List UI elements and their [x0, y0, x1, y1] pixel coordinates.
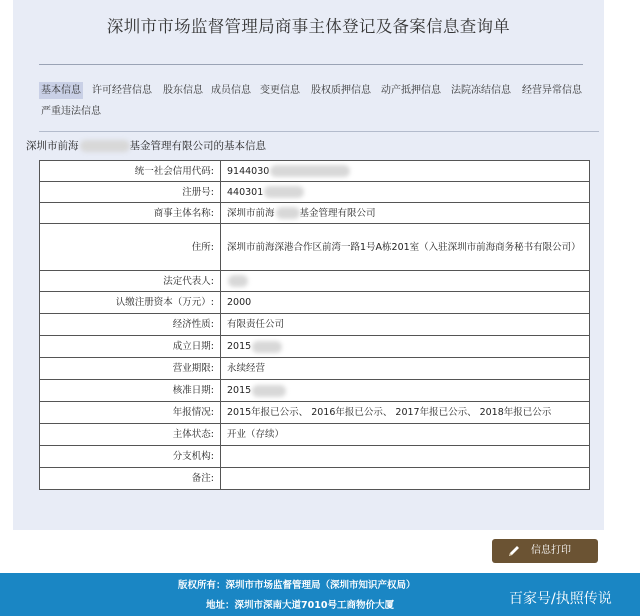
status-label: 主体状态:	[40, 424, 221, 446]
reg-no-value	[221, 182, 590, 203]
table-row	[40, 203, 590, 224]
annual-report-label: 年报情况:	[40, 402, 221, 424]
remark-value	[221, 468, 590, 490]
nature-label: 经济性质:	[40, 314, 221, 336]
redacted-blur	[80, 140, 130, 152]
branch-value	[221, 446, 590, 468]
credit-code-label: 统一社会信用代码:	[40, 161, 221, 182]
page-title: 深圳市市场监督管理局商事主体登记及备案信息查询单	[106, 17, 511, 36]
name-suffix: 基金管理有限公司	[299, 207, 376, 219]
redacted-blur	[252, 385, 286, 397]
company-heading-prefix: 深圳市前海	[26, 140, 79, 152]
table-row	[40, 358, 590, 380]
capital-value: 2000	[221, 292, 590, 314]
table-row	[40, 182, 590, 203]
established-value	[221, 336, 590, 358]
approval-value	[221, 380, 590, 402]
table-row	[40, 402, 590, 424]
redacted-blur	[228, 275, 248, 287]
term-value: 永续经营	[221, 358, 590, 380]
redacted-blur	[276, 207, 300, 219]
branch-label: 分支机构:	[40, 446, 221, 468]
tab-change-info[interactable]: 变更信息	[260, 85, 300, 96]
redacted-blur	[264, 186, 304, 198]
legal-rep-value	[221, 271, 590, 292]
title-divider	[39, 64, 583, 65]
reg-no-label: 注册号:	[40, 182, 221, 203]
table-row	[40, 292, 590, 314]
tab-serious-violation-info[interactable]: 严重违法信息	[41, 106, 101, 117]
table-row	[40, 424, 590, 446]
watermark: 百家号/执照传说	[509, 591, 612, 607]
address-value: 深圳市前海深港合作区前湾一路1号A栋201室（入驻深圳市前海商务秘书有限公司）	[221, 224, 590, 271]
tab-license-info[interactable]: 许可经营信息	[92, 85, 152, 96]
approval-label: 核准日期:	[40, 380, 221, 402]
name-value	[221, 203, 590, 224]
basic-info-table	[39, 160, 590, 490]
credit-code-text: 9144030	[227, 165, 270, 177]
name-prefix: 深圳市前海	[227, 207, 275, 219]
tab-shareholder-info[interactable]: 股东信息	[163, 85, 203, 96]
table-row	[40, 271, 590, 292]
company-heading	[26, 138, 266, 154]
capital-label: 认缴注册资本（万元）:	[40, 292, 221, 314]
tab-member-info[interactable]: 成员信息	[211, 85, 251, 96]
table-row	[40, 161, 590, 182]
approval-text: 2015	[227, 385, 252, 396]
established-text: 2015	[227, 341, 252, 352]
table-row	[40, 314, 590, 336]
status-value: 开业（存续）	[221, 424, 590, 446]
table-row	[40, 446, 590, 468]
tab-chattel-mortgage-info[interactable]: 动产抵押信息	[381, 85, 441, 96]
tab-court-freeze-info[interactable]: 法院冻结信息	[451, 85, 511, 96]
credit-code-value	[221, 161, 590, 182]
tab-abnormal-operation-info[interactable]: 经营异常信息	[522, 85, 582, 96]
site-footer	[0, 573, 640, 616]
address-label: 住所:	[40, 224, 221, 271]
nature-value: 有限责任公司	[221, 314, 590, 336]
tab-basic-info[interactable]: 基本信息	[39, 82, 83, 99]
table-row	[40, 336, 590, 358]
established-label: 成立日期:	[40, 336, 221, 358]
redacted-blur	[270, 165, 350, 177]
annual-report-value: 2015年报已公示、 2016年报已公示、 2017年报已公示、 2018年报已公示	[221, 402, 590, 424]
pencil-icon	[507, 544, 521, 558]
tab-divider	[39, 131, 599, 132]
footer-copyright: 版权所有：深圳市市场监督管理局（深圳市知识产权局）	[178, 580, 416, 591]
redacted-blur	[252, 341, 282, 353]
table-row	[40, 224, 590, 271]
remark-label: 备注:	[40, 468, 221, 490]
table-row	[40, 468, 590, 490]
tab-equity-pledge-info[interactable]: 股权质押信息	[311, 85, 371, 96]
term-label: 营业期限:	[40, 358, 221, 380]
reg-no-text: 440301	[227, 186, 264, 198]
footer-address: 地址：深圳市深南大道7010号工商物价大厦	[206, 600, 394, 611]
print-info-button[interactable]	[492, 539, 598, 563]
name-label: 商事主体名称:	[40, 203, 221, 224]
print-info-label: 信息打印	[531, 545, 571, 556]
table-row	[40, 380, 590, 402]
company-heading-suffix: 基金管理有限公司的基本信息	[129, 140, 266, 152]
legal-rep-label: 法定代表人:	[40, 271, 221, 292]
